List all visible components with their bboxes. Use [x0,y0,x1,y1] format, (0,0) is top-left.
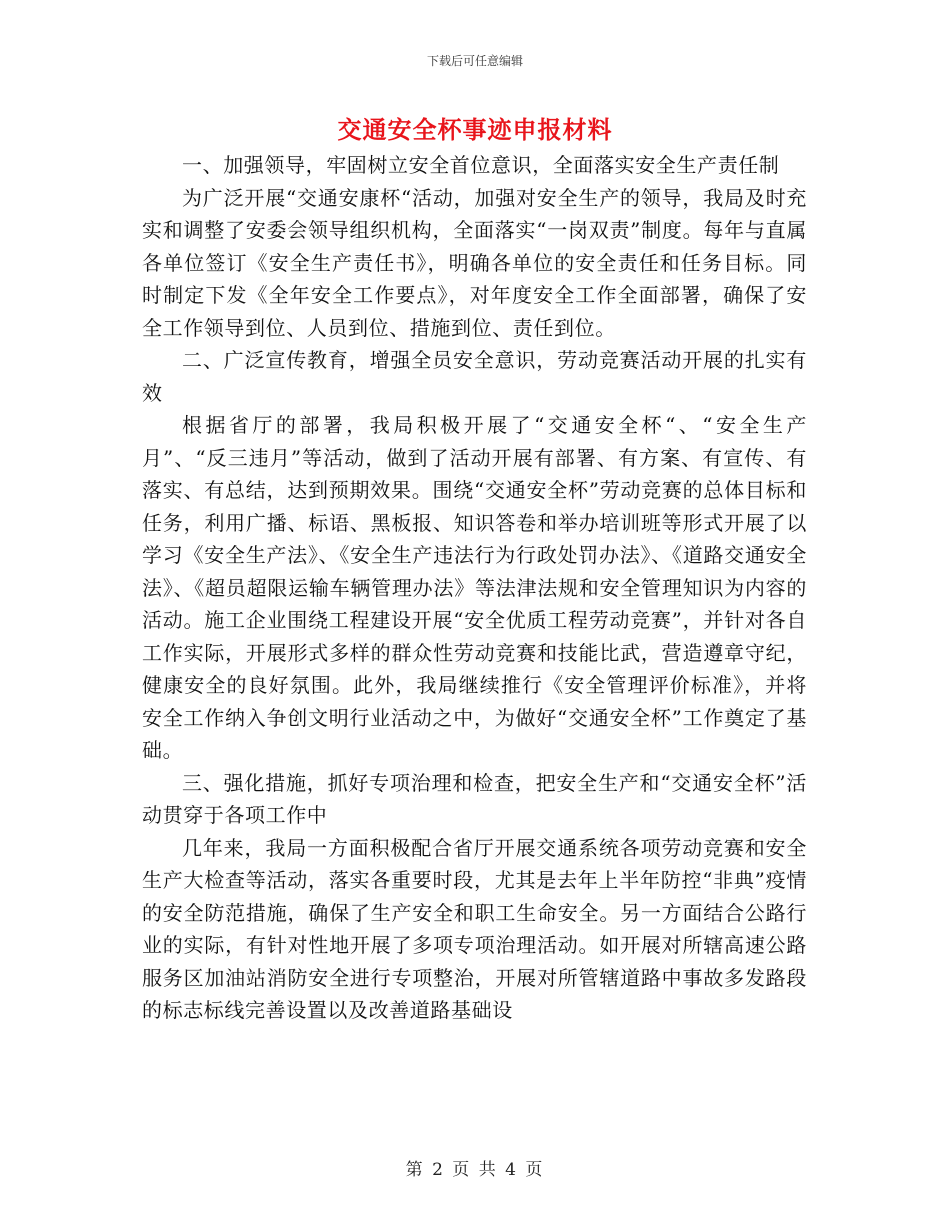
body-paragraph-2: 根据省厅的部署，我局积极开展了“交通安全杯“、“安全生产月”、“反三违月”等活动，做到了活动开展有部署、有方案、有宣传、有落实、有总结，达到预期效果。围绕“交通安全杯”劳动竞赛的总体目标和任务，利用广播、标语、黑板报、知识答卷和举办培训班等形式开展了以学习《安全生产法》、《安全生产违法行为行政处罚办法》、《道路交通安全法》、《超员超限运输车辆管理办法》等法津法规和安全管理知识为内容的活动。施工企业围绕工程建设开展“安全优质工程劳动竞赛”，并针对各自工作实际，开展形式多样的群众性劳动竞赛和技能比武，营造遵章守纪，健康安全的良好氛围。此外，我局继续推行《安全管理评价标准》，并将安全工作纳入争创文明行业活动之中，为做好“交通安全杯”工作奠定了基础。 [142,413,807,762]
document-title: 交通安全杯事迹申报材料 [337,116,613,144]
document-body [142,149,807,1027]
section-heading-3: 三、强化措施，抓好专项治理和检查，把安全生产和“交通安全杯”活动贯穿于各项工作中 [142,770,807,827]
section-heading-2: 二、广泛宣传教育，增强全员安全意识，劳动竞赛活动开展的扎实有效 [142,348,807,405]
body-paragraph-3: 几年来，我局一方面积极配合省厅开展交通系统各项劳动竞赛和安全生产大检查等活动，落实各重要时段，尤其是去年上半年防控“非典”疫情的安全防范措施，确保了生产安全和职工生命安全。另一方面结合公路行业的实际，有针对性地开展了多项专项治理活动。如开展对所辖高速公路服务区加油站消防安全进行专项整治，开展对所管辖道路中事故多发路段的标志标线完善设置以及改善道路基础设 [142,835,807,1022]
page-header-note: 下载后可任意编辑 [426,54,523,68]
body-paragraph-1: 为广泛开展“交通安康杯“活动，加强对安全生产的领导，我局及时充实和调整了安委会领导组织机构，全面落实“一岗双责”制度。每年与直属各单位签订《安全生产责任书》，明确各单位的安全责任和任务目标。同时制定下发《全年安全工作要点》，对年度安全工作全面部署，确保了安全工作领导到位、人员到位、措施到位、责任到位。 [142,185,807,340]
section-heading-1: 一、加强领导，牢固树立安全首位意识，全面落实安全生产责任制 [182,153,780,177]
page-number-footer: 第 2 页 共 4 页 [405,1160,545,1180]
